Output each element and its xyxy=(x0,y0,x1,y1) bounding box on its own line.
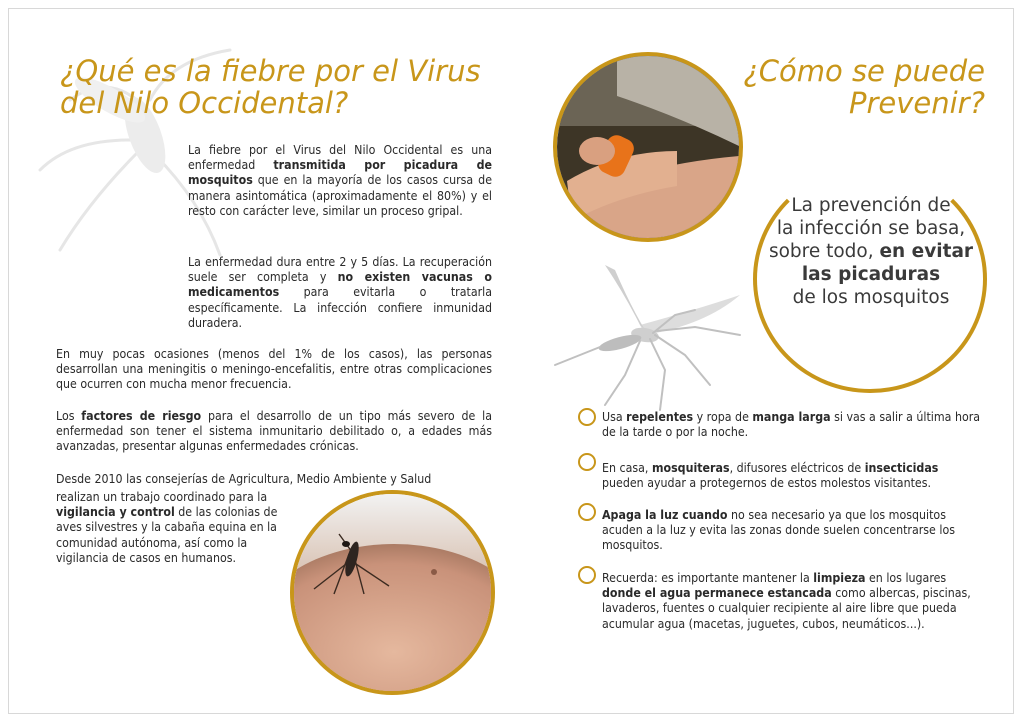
mosquito-silhouette-icon xyxy=(545,255,745,415)
left-title-line-1: ¿Qué es la fiebre por el Virus xyxy=(60,54,481,88)
right-title xyxy=(740,55,985,119)
left-paragraph-2: La enfermedad dura entre 2 y 5 días. La recuperación suele ser completa y no existen vacunas o medicamentos para evitarla o tratarla específicamente. La infección confiere inmunidad duradera. xyxy=(188,255,492,330)
prevention-bullet-2: En casa, mosquiteras, difusores eléctricos de insecticidas pueden ayudar a protegernos de estos molestos visitantes. xyxy=(602,461,939,491)
prevention-bullet-4: Recuerda: es importante mantener la limpieza en los lugares donde el agua permanece estancada como albercas, piscinas, lavaderos, fuentes o cualquier recipiente al aire libre que pueda acumular agua (macetas, juguetes, cubos, neumáticos...). xyxy=(602,571,971,631)
callout-line-5: de los mosquitos xyxy=(792,287,950,308)
left-paragraph-4: Los factores de riesgo para el desarrollo de un tipo más severo de la enfermedad son tener el sistema inmunitario debilitado o, a edades más avanzadas, presentar algunas enfermedades crónicas. xyxy=(56,409,492,454)
prevention-bullet-1: Usa repelentes y ropa de manga larga si vas a salir a última hora de la tarde o por la noche. xyxy=(602,410,981,440)
bullet-ring-icon xyxy=(578,408,596,426)
spray-arm-image xyxy=(557,56,739,238)
left-paragraph-3: En muy pocas ocasiones (menos del 1% de los casos), las personas desarrollan una meningitis o meningo-encefalitis, entre otras complicaciones que ocurren con mucha menor frecuencia. xyxy=(56,347,492,392)
highlight: no existen vacunas o medicamentos xyxy=(188,270,492,300)
highlight: transmitida por picadura de mosquitos xyxy=(188,158,492,188)
callout-line-3: sobre todo, en evitar xyxy=(768,241,974,262)
mosquito-skin-photo xyxy=(290,490,495,695)
bullet-ring-icon xyxy=(578,503,596,521)
left-title xyxy=(60,55,481,119)
right-title-line-1: ¿Cómo se puede xyxy=(743,54,985,88)
mosquito-on-skin-image xyxy=(294,494,491,691)
bullet-ring-icon xyxy=(578,453,596,471)
left-paragraph-1: La fiebre por el Virus del Nilo Occidental es una enfermedad transmitida por picadura de mosquitos que en la mayoría de los casos cursa de manera asintomática (aproximadamente el 80%) y el resto con carácter leve, similar un proceso gripal. xyxy=(188,143,492,218)
highlight: factores de riesgo xyxy=(81,409,202,423)
repellent-spray-photo xyxy=(553,52,743,242)
callout-line-4: las picaduras xyxy=(801,264,941,285)
left-paragraph-5: realizan un trabajo coordinado para la vigilancia y control de las colonias de aves silvestres y la cabaña equina en la comunidad autónoma, así como la vigilancia de casos en humanos. xyxy=(56,490,278,565)
callout-line-1: La prevención de xyxy=(791,195,951,216)
callout-highlight: en evitar xyxy=(879,241,974,262)
prevention-callout xyxy=(760,194,982,309)
left-paragraph-5-first-line: Desde 2010 las consejerías de Agricultura, Medio Ambiente y Salud xyxy=(56,472,432,486)
highlight: vigilancia y control xyxy=(56,505,175,520)
bullet-ring-icon xyxy=(578,566,596,584)
right-title-line-2: Prevenir? xyxy=(848,86,985,120)
left-title-line-2: del Nilo Occidental? xyxy=(60,86,349,120)
prevention-bullet-3: Apaga la luz cuando no sea necesario ya que los mosquitos acuden a la luz y evita las zonas donde suelen concentrarse los mosquitos. xyxy=(602,508,955,553)
callout-line-2: la infección se basa, xyxy=(776,218,966,239)
